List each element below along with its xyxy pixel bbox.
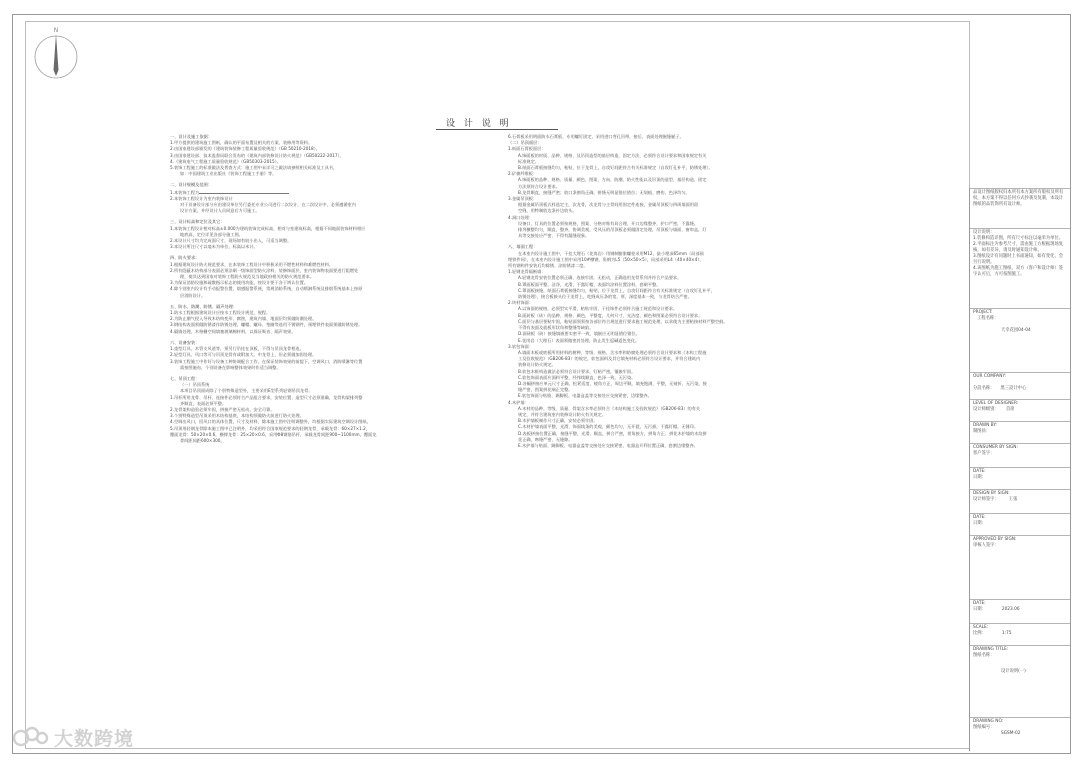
line-text: 根据金属吊顶板式样选定主，次龙骨，次龙骨与主骨间用固定件连接，金属吊顶板与四周墙面用留: [518, 202, 699, 208]
tb-notes: [970, 228, 1070, 296]
line-text: 地底高，定位详见各部分施工图。: [180, 231, 243, 237]
title-underline: [436, 129, 558, 130]
line-text: 本项目吊顶面成除了个别特殊造型外，主要采用E型系列轻钢吊顶龙骨。: [180, 388, 313, 394]
line-text: 缝严密，图案拼花端正完整。: [518, 387, 573, 393]
line-text: 埋铁件同），在本室内设计施工图中采用10#槽钢，角钢为L5（50×50×5），局部采用L4（40×40×4），: [508, 256, 704, 262]
line-text: B.纸面石膏板接缝均匀，粘贴，位于龙骨上，自攻钉间距符合有关标准规定（自攻钉孔补平，防锈处理）。: [518, 165, 713, 171]
line-text: B.软包木框构造做法必须符合设计要求，钉粘严密，镶嵌牢固。: [518, 368, 636, 374]
inner-frame: [25, 21, 970, 749]
tb-design: [970, 489, 1070, 513]
doc-title: 设 计 说 明: [446, 119, 512, 129]
tb-level: [970, 399, 1070, 421]
line-text: E.花岗岩（大理石）表面须做密封处理，防止发生返碱返色变化。: [518, 337, 640, 343]
line-text: 八、墙面工程：: [508, 244, 538, 250]
line-text: E.软包饰面与贴脸、踢脚板、电器盒盖等交接处应交接紧密，边缘整齐。: [518, 393, 652, 399]
line-text: C.软包饰面表面应面料平整，经纬线顺直，色泽一致，无污染。: [518, 374, 636, 380]
tb-note-4: 4.该图纸为施工图纸，双方（客户和设计师）签字认可后，方可按图施工。: [973, 266, 1064, 277]
tb-consumer: [970, 443, 1070, 467]
tb-note-3: 3.图纸设计有问题时上书面通知，如有变化，会另行说明。: [973, 254, 1064, 265]
north-label: N: [53, 27, 59, 34]
line-text: 2.由国家建设部颁发的《建筑装饰装修工程质量验收规范》（GB 50210-2018）。: [170, 146, 320, 152]
text-line: [170, 438, 432, 444]
line-text: 5.吊顶用轻钢龙骨除本施工图中已注明外，均采用符合国家规范要求的轻钢龙骨，承载龙骨：60×27×1.2，: [170, 425, 371, 431]
line-text: 1.重型灯具、木管支风道等，须另行吊挂在顶板，不得与吊顶龙骨相连。: [170, 346, 304, 352]
line-text: 1.本装饰工程设计相对标高±0.000为建筑装饰完成标高，相对与室建筑标高，根据不同地面装饰材料相应: [170, 225, 366, 231]
tb-copyright-text: 品设计图纸版权归本所有本方案所有版权及所有权，本方案不得以任何方式抄袭及复制，本设计图纸的品装饰所有设计师。: [973, 190, 1064, 207]
tb-drawing-title-label: DRAWING TITLE:: [973, 647, 1009, 652]
title-block: [969, 188, 1070, 751]
line-text: 2.块材饰面：: [508, 300, 533, 306]
tb-scale-label: SCALE:: [973, 625, 989, 630]
line-text: 1.本装饰工程为: [170, 189, 200, 195]
tb-drawing-title-key: 图纸名称：: [973, 653, 995, 658]
line-text: C.面层与基层要粘牢固，粘贴面须须按各部位符合规范进行要求施工规范处理，以求使为主要粘接材料严整空鼓。: [518, 318, 728, 324]
line-text: A.轻钢龙骨安装位置必须正确，连接牢固，无松动，正确选用龙骨系列并符合产品要求。: [518, 275, 682, 281]
tb-design-key: 设计师签字：: [973, 497, 999, 502]
line-text: A.饰面板的品种、规格、质量、颜色、图案、方向、防潮、防火性能以及吊顶的造型、基层构造，固定: [518, 177, 707, 183]
tb-drawing-no-value: SGSM-02: [1001, 731, 1021, 736]
line-text: 1.甲方提供的建筑施工图纸，确认的平面布置及相关的方案、装修用等资料。: [170, 140, 313, 146]
line-text: 不得有表面及就板形状角和整缝等缺陷。: [518, 325, 594, 331]
line-text: 6.石膏板采用明面防水石膏板，专用螺钉固定，采用进口弯孔吊带，接后，表面处理嵌缝腻子。: [508, 134, 684, 139]
tb-date-1: [970, 467, 1070, 489]
line-text: 2.轻型灯具、风口等可与吊顶龙骨有或附加大、中龙骨上，但必须做加固处理。: [170, 352, 317, 358]
tb-drawing-no-label: DRAWING NO:: [973, 719, 1004, 724]
tb-drawing-no: [970, 717, 1070, 751]
line-text: 层消防设计。: [180, 292, 206, 298]
line-text: 3.装饰工程施工中作好与设备工种协调配合工作，在保证装饰效果的前提下，空调风口、消防喷淋等位置: [170, 358, 363, 364]
tb-scale-value: 1:75: [1001, 631, 1012, 636]
tb-copyright: [970, 188, 1070, 228]
line-text: 四、防火要求：: [170, 255, 200, 261]
line-text: 2.本装饰工程设计为室内装饰设计: [170, 195, 233, 201]
right-text-column: [508, 134, 783, 449]
tb-date1-label: DATE:: [973, 469, 986, 474]
line-text: 3.本设计所注尺寸以毫米为单位，标高以米计。: [170, 244, 258, 250]
watermark: [12, 722, 134, 752]
tb-date-2: [970, 513, 1070, 535]
line-text: D.各幅拼接应单元尺寸正确，松紧适度，棱角方正，周边平顺，填充饱满，平整，无皱折，无污染，接: [518, 380, 707, 386]
line-text: 1.根据建筑设计防火规范要求，在本装饰工程设计中积极采用不燃性材料和难燃性材料。: [170, 261, 334, 267]
line-text: 3.软包饰面：: [508, 343, 533, 349]
line-text: 覆面龙骨：50×20×0.6，横撑龙骨：25×20×0.6，采用Φ8钢筋吊杆，承载龙骨间距900~1100mm，覆面龙: [170, 431, 377, 437]
text-line: [170, 189, 432, 196]
tb-design-label: DESIGN BY SIGN:: [973, 491, 1010, 496]
tb-level-label: LEVEL OF DESIGNER:: [973, 401, 1019, 406]
line-text: 方法须符合设计要求。: [518, 183, 560, 189]
line-text: A.饰面板的材质、品种、规格、及吊顶造型的基层构造，固定方法，必须符合设计要求和国家规定有关: [518, 152, 707, 158]
tb-drawn-label: DRAWN BY:: [973, 423, 997, 428]
tb-notes-label: 设计说明：: [973, 230, 995, 235]
line-text: （二）吊顶面层：: [508, 140, 542, 146]
line-text: 3.钢结构表面须做防锈漆作防锈处理，螺帽、螺母、垫圈等选用不锈钢件，预埋铁件表面须做防锈处理。: [170, 322, 363, 328]
line-text: 4.除个别室内设计有手动报警位置，烟感报警系统，常规消防系统，自动喷淋系统及排烟系统基本上按原: [170, 286, 363, 292]
line-text: 对于设备设计部分应由建设单位另行委托专业公司进行二次设计，在二次设计中，必须遵循室内: [180, 202, 356, 208]
line-text: 1.防水工程根据建筑设计应按水工程设计规范、规程。: [170, 310, 271, 316]
tb-level-key: 设计师级别：: [973, 407, 999, 412]
line-text: 2.所有隐蔽木结构部分表面必须涂刷一级饰面型防火涂料，装修饰面层，室内装饰物表面要进行阻燃处: [170, 267, 359, 273]
line-text: 装修设计防火规定。: [518, 362, 556, 368]
tb-date3-label: DATE:: [973, 601, 986, 606]
line-text: 排列横整均匀，顺直，整齐，协调美观，受风压的吊顶板必须做固定处理，吊顶板与墙面、窗帘盒，灯: [518, 227, 707, 233]
tb-date-3: [970, 599, 1070, 623]
tb-project-name-label: 工程名称：: [977, 316, 999, 321]
text-line: [508, 443, 783, 449]
line-text: C.木材护墙表面平整，光滑、饰面线条的美观，颜色均匀，无开裂，无污损，不露钉帽，无锤印。: [518, 424, 699, 430]
tb-scale: [970, 623, 1070, 645]
line-text: 4.空调出风口，回风口的具体位置、尺寸及材料，除本施工图中注明调整外，均根据实际建筑空调设计图纸。: [170, 419, 371, 425]
line-text: 七、吊顶工程：: [170, 375, 200, 381]
line-text: 防锈处理），接合板接头位于龙骨上，吃缝成压条的宽，厚，深度基本一致，与龙骨结合严密。: [518, 294, 692, 300]
line-text: 骨间距间距600×300。: [180, 437, 225, 443]
line-text: 五、防水、防潮、防锈、隔声处理：: [170, 303, 238, 309]
tb-consumer-key: 客户签字：: [973, 451, 995, 456]
line-text: 1.吊杆所用龙骨、吊杆、连接件必须符合产品组合要求，安装位置、造型尺寸必须准确，龙骨构架排列整: [170, 394, 363, 400]
left-text-column: [170, 134, 432, 444]
tb-approved-key: 审核人签字：: [973, 543, 999, 548]
tb-drawing-no-key: 图纸编号：: [973, 725, 995, 730]
tb-project: [970, 308, 1070, 372]
line-text: 2.龙骨架构造验必须牢固，拼接严密无松动，安全可靠。: [170, 406, 275, 412]
line-text: 齐顺直，表面必须平整。: [180, 400, 227, 406]
tb-company: [970, 372, 1070, 386]
tb-date2-label: DATE:: [973, 515, 986, 520]
line-text: 2.矿棉纤维板：: [508, 171, 538, 177]
tb-date3-key: 日期：: [973, 607, 986, 612]
line-text: 4.洞口处理：: [508, 214, 533, 220]
tb-drawing-title: [970, 645, 1070, 717]
tb-project-label: PROJECT:: [973, 310, 993, 315]
tb-company-value-text: 黑三設计中心: [1000, 386, 1027, 391]
line-text: B.罩面板面平整，洁净，光滑，不露钉帽，表面均涂料位置涂料，套刷平整。: [518, 281, 661, 287]
tb-company-label: OUR COMPANY:: [973, 374, 1006, 379]
line-text: 4.木护墙：: [508, 399, 529, 405]
line-text: B.龙骨顺直，接缝严密；收口条割角正确，拼缝无明显错位错位；无划痕、磨伤、色泽均匀。: [518, 189, 690, 195]
tb-design-value: 王張: [1008, 497, 1018, 502]
tb-note-1: 1.装修构造详图，所有尺寸标注以毫米为单位。: [973, 236, 1064, 241]
line-text: 2.本设计尺寸均为完成面尺寸，现场如有较小出入，可适当调整。: [170, 238, 292, 244]
line-text: 三、设计标高和定位及其它：: [170, 219, 225, 225]
line-text: 具等交接处应严密，不得有漏缝现象。: [518, 233, 590, 239]
line-text: 设计方案，并经设计人员同意后方可施工。: [180, 208, 260, 214]
tb-scale-key: 比例：: [973, 631, 986, 636]
line-text: 工及验收规范》（GB206-83）的规定，软包面料及其它填充材料必须符合设计要求，并符合建筑内: [518, 356, 701, 362]
tb-date1-key: 日期：: [973, 475, 986, 480]
line-text: 如：中国建筑工业出版社《装饰工程施工手册》等。: [180, 171, 277, 177]
line-text: 3.由国家建设部、技术监督局联合发布的《建筑内部装修设计防火规范》（GB50222-2017）。: [170, 152, 344, 158]
line-text: 一、设计及施工依据：: [170, 134, 212, 139]
line-text: 1.纸面石膏板面层：: [508, 146, 546, 152]
line-text: 2.为防止潮气侵入导致木结构变形、腐蚀，建筑内墙、地面层均须做防潮处理。: [170, 316, 317, 322]
tb-drawing-title-value: 设计说明(一): [1001, 669, 1026, 674]
line-text: A.墙面木板或底板所用材料的树种、等级、规格、含水率和防腐处理必须符合设计要求和《木构工程施: [518, 349, 707, 355]
blank-underline: [199, 189, 289, 194]
line-text: 空缝，用特制收边条补边收头。: [518, 208, 577, 214]
tb-note-2: 2.平面标注为参考尺寸，需由施工方根据现场复核，如有差异，请及时通知设计师。: [973, 242, 1064, 253]
line-text: 在本室内设计施工图中，干挂大理石（花岗岩）用钢制膨胀螺栓采用M12，最小埋深65mm（局部预: [518, 250, 704, 256]
tb-company-value: [970, 385, 1070, 399]
line-text: 需按图施布，个别设备在影响整体效果时作适当调整。: [180, 364, 281, 370]
line-text: 二、设计规模及范围：: [170, 182, 212, 188]
line-text: 理，使其达到国家对装饰工程防火规范及当地政府相关的防火规范要求。: [180, 274, 315, 280]
line-text: D.面砖板（砖）接缝填嵌要实密平一致，填嵌应无明显错位错位。: [518, 331, 640, 337]
line-text: （一）吊顶系统: [180, 382, 210, 388]
tb-project-name: 天幸花园04-04: [1001, 328, 1031, 333]
tb-drawn-key: 制图員：: [973, 429, 991, 434]
line-text: A.木材的品种、等级、质量、骨架含水率必须符合《木结构施工及验收规范》（GB206-83）的有关: [518, 405, 701, 411]
line-text: C.罩面板接缝，纸面石膏板接缝均匀，粘贴，位于龙骨上，自攻钉间距符合有关标准规定（自攻钉孔补平，: [518, 287, 715, 293]
line-text: B.面砖板（砖）的品种、规格、颜色，平整度，几何尺寸，光洁度，颜色和图案必须符合设计要求。: [518, 312, 703, 318]
line-text: 规定，并符合建筑室内装修设计防火有关规定。: [518, 411, 606, 417]
watermark-logo-icon: [12, 725, 50, 749]
line-text: 3.为保证消防设施和疏散指示标志的使用功能，按设计要于各于辨认位置。: [170, 280, 308, 286]
line-text: 4.《建筑电气工程施工质量验收规范》（GB50303-2015）。: [170, 158, 281, 164]
line-text: 3.金属吊顶板：: [508, 196, 538, 202]
tb-date3-value: 2023.06: [1001, 607, 1020, 612]
line-text: 3.个别特殊造型吊顶采用木结构基底，本结构须做防火前进行防火处理。: [170, 413, 304, 419]
tb-date2-key: 日期：: [973, 521, 986, 526]
line-text: D.表板拼接位置正确，接缝平整，光滑，顺直，拼合严密，拐角接方，拼角方正；拼花木护墙的木纹拼: [518, 430, 707, 436]
tb-level-value: 首席: [1005, 407, 1015, 412]
line-text: 1.轻钢龙骨隔断墙：: [508, 269, 546, 275]
line-text: 5.装饰工程施工的标准做法及普查方式：施工图中未详可之做法请参照相关标准及工具书，: [170, 165, 338, 171]
line-text: E.木护墙与贴面、踢脚板、电器盒盖等交接处应交接紧密，电器盒开利位置正确，套割边缘整齐。: [518, 442, 698, 448]
north-arrow-icon: [33, 24, 79, 84]
line-text: A.以饰面的规格，必须型实平滑，粘贴牢固，干挂饰件必须符合施工规范和设计要求。: [518, 306, 678, 312]
line-text: 花正确，吻缝严密，无缝隙。: [518, 436, 573, 442]
line-text: 设备口，灯具的位置必须按规格，图案、分格对称有局合理，开口边缘整齐，护口严密，不露缝。: [518, 220, 699, 226]
line-text: B.木护墙板制作尺寸正确，安装必须牢固。: [518, 418, 598, 424]
tb-approved-label: APPROVED BY SIGN:: [973, 537, 1017, 542]
watermark-text: 大数跨境: [54, 727, 135, 750]
tb-approved: [970, 535, 1070, 599]
line-text: 标准规定。: [518, 158, 539, 164]
tb-consumer-label: CONSUMER BY SIGN:: [973, 445, 1018, 450]
line-text: 六、设备安装：: [170, 339, 200, 345]
line-text: 4.隔墙处理，木格栅空间填塞玻璃棉材料，以保证吸音、隔声效果。: [170, 328, 296, 334]
tb-company-key: 分設名称：: [973, 386, 995, 391]
line-text: 所有钢构件安装后均除锈、涂防锈漆二度。: [508, 263, 588, 269]
tb-drawn: [970, 421, 1070, 443]
